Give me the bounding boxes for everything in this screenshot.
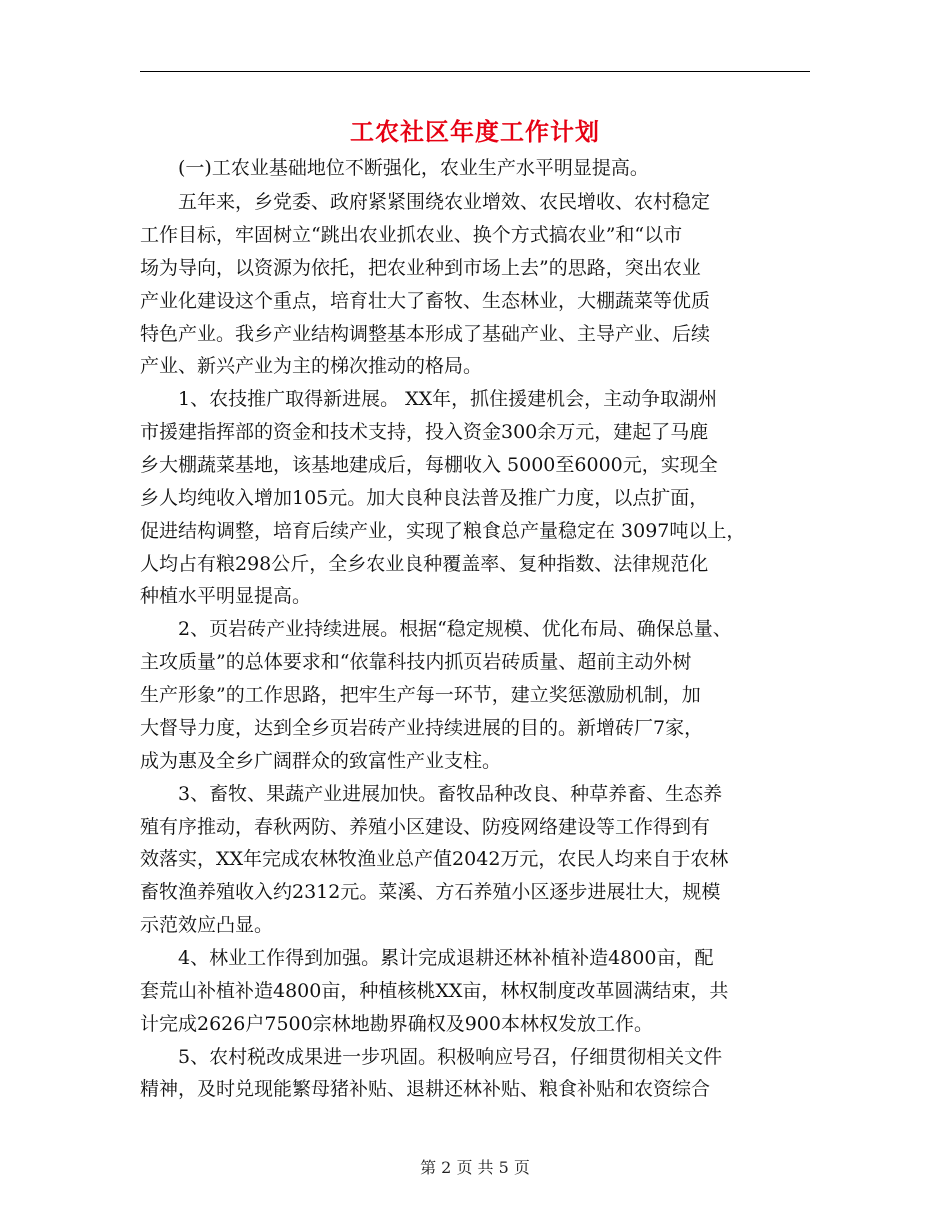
text-line: 效落实，XX年完成农林牧渔业总产值2042万元，农民人均来自于农林 [140, 848, 729, 870]
text-line: 大督导力度，达到全乡页岩砖产业持续进展的目的。新增砖厂7家， [140, 717, 704, 739]
text-line: 特色产业。我乡产业结构调整基本形成了基础产业、主导产业、后续 [140, 323, 711, 345]
text-line: 种植水平明显提高。 [140, 585, 312, 607]
header-rule [140, 71, 810, 72]
text-line: 示范效应凸显。 [140, 914, 274, 936]
text-line: 市援建指挥部的资金和技术支持，投入资金300余万元，建起了马鹿 [140, 421, 709, 443]
text-line: 产业、新兴产业为主的梯次推动的格局。 [140, 355, 483, 377]
text-line: 乡大棚蔬菜基地，该基地建成后，每棚收入 5000至6000元，实现全 [140, 454, 718, 476]
text-line: 3、畜牧、果蔬产业进展加快。畜牧品种改良、种草养畜、生态养 [178, 783, 723, 805]
text-line: 计完成2626户7500宗林地勘界确权及900本林权发放工作。 [140, 1013, 653, 1035]
text-line: 精神，及时兑现能繁母猪补贴、退耕还林补贴、粮食补贴和农资综合 [140, 1078, 711, 1100]
text-line: 主攻质量”的总体要求和“依靠科技内抓页岩砖质量、超前主动外树 [140, 651, 692, 673]
text-line: 生产形象”的工作思路，把牢生产每一环节，建立奖惩激励机制，加 [140, 684, 701, 706]
text-line: 工作目标，牢固树立“跳出农业抓农业、换个方式搞农业”和“以市 [140, 224, 683, 246]
text-line: 乡人均纯收入增加105元。加大良种良法普及推广力度，以点扩面， [140, 487, 709, 509]
text-line: 促进结构调整，培育后续产业，实现了粮食总产量稳定在 3097吨以上， [140, 520, 746, 542]
text-line: 2、页岩砖产业持续进展。根据“稳定规模、优化布局、确保总量、 [178, 618, 732, 640]
text-line: 套荒山补植补造4800亩，种植核桃XX亩，林权制度改革圆满结束，共 [140, 980, 729, 1002]
text-line: 5、农村税改成果进一步巩固。积极响应号召，仔细贯彻相关文件 [178, 1046, 723, 1068]
text-line: 1、农技推广取得新进展。 XX年，抓住援建机会，主动争取湖州 [178, 388, 718, 410]
document-title: 工农社区年度工作计划 [350, 117, 600, 146]
text-line: 场为导向，以资源为依托，把农业种到市场上去”的思路，突出农业 [140, 257, 701, 279]
text-line: 五年来，乡党委、政府紧紧围绕农业增效、农民增收、农村稳定 [178, 191, 711, 213]
text-line: (一)工农业基础地位不断强化，农业生产水平明显提高。 [178, 157, 649, 179]
text-line: 人均占有粮298公斤，全乡农业良种覆盖率、复种指数、法律规范化 [140, 553, 709, 575]
text-line: 产业化建设这个重点，培育壮大了畜牧、生态林业，大棚蔬菜等优质 [140, 290, 711, 312]
text-line: 殖有序推动，春秋两防、养殖小区建设、防疫网络建设等工作得到有 [140, 816, 711, 838]
page-footer: 第 2 页 共 5 页 [420, 1158, 530, 1177]
text-line: 4、林业工作得到加强。累计完成退耕还林补植补造4800亩，配 [178, 947, 714, 969]
text-line: 成为惠及全乡广阔群众的致富性产业支柱。 [140, 750, 502, 772]
text-line: 畜牧渔养殖收入约2312元。菜溪、方石养殖小区逐步进展壮大，规模 [140, 881, 721, 903]
